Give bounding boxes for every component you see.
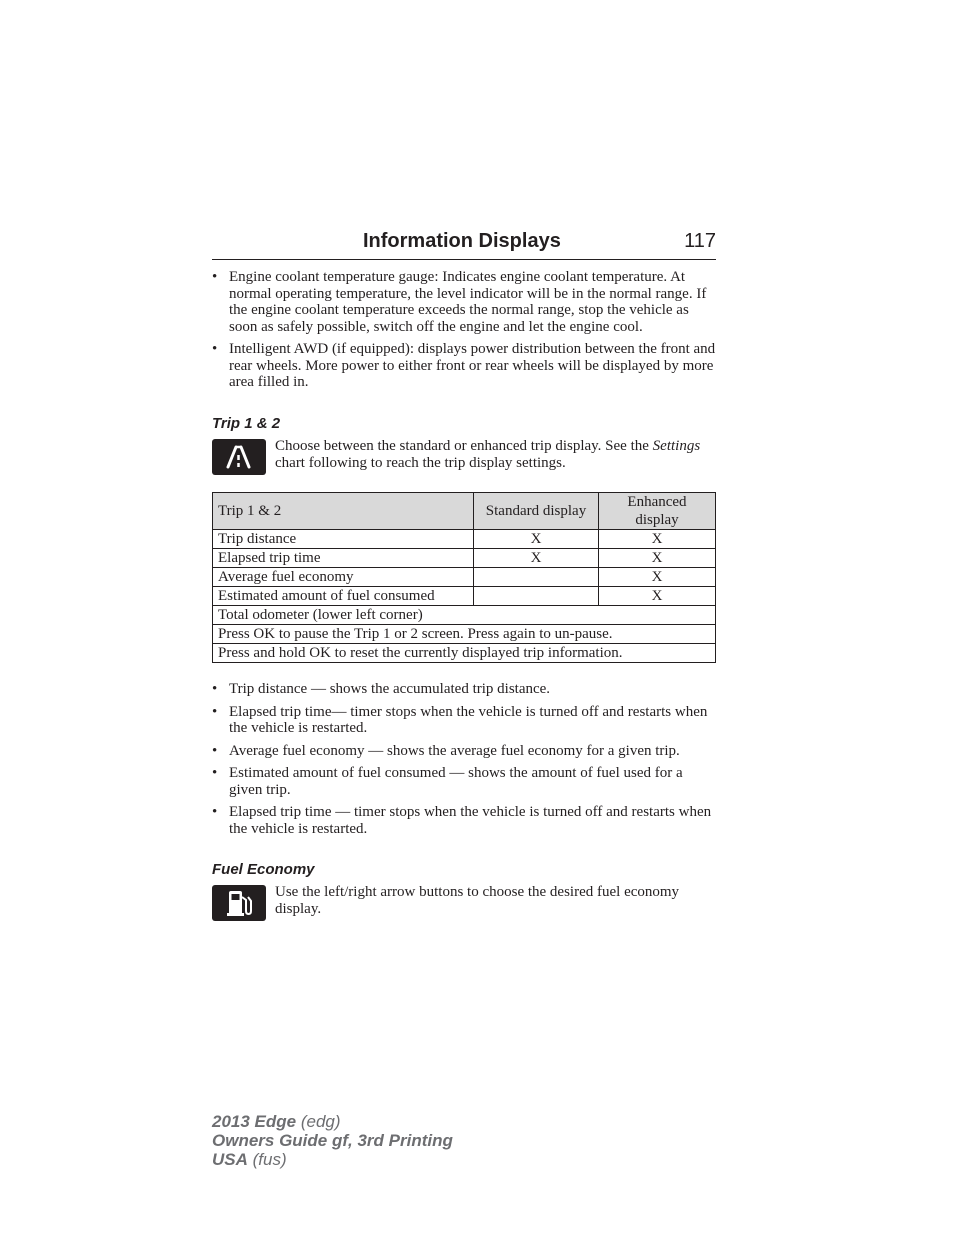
trip-table (212, 492, 716, 663)
footer-market-code: (fus) (247, 1150, 287, 1169)
trip-heading: Trip 1 & 2 (212, 415, 281, 432)
table-cell: Average fuel economy (213, 568, 474, 587)
column-header: Standard display (474, 493, 599, 530)
footer-line (212, 1112, 453, 1131)
table-cell: Trip distance (213, 530, 474, 549)
table-row (213, 644, 716, 663)
bullet-marker: • (212, 341, 218, 357)
table-cell: X (474, 549, 599, 568)
list-item (212, 681, 716, 698)
table-cell: X (599, 530, 716, 549)
bullet-marker: • (212, 269, 218, 285)
fuel-pump-icon (212, 885, 266, 921)
fuel-economy-description: Use the left/right arrow buttons to choose the desired fuel economy display. (275, 884, 680, 917)
list-item (212, 704, 716, 737)
footer-line (212, 1131, 453, 1150)
intro-bullet-list (212, 269, 716, 397)
fuel-economy-heading: Fuel Economy (212, 861, 315, 878)
table-cell: Elapsed trip time (213, 549, 474, 568)
table-row (213, 625, 716, 644)
table-cell: Press OK to pause the Trip 1 or 2 screen. Press again to un-pause. (213, 625, 716, 644)
table-cell: X (599, 568, 716, 587)
table-row (213, 606, 716, 625)
table-header-row (213, 493, 716, 530)
column-header: Enhanced display (599, 493, 716, 530)
column-header: Trip 1 & 2 (213, 493, 474, 530)
table-row (213, 587, 716, 606)
bullet-marker: • (212, 804, 218, 820)
table-row (213, 530, 716, 549)
footer-model: 2013 Edge (212, 1112, 297, 1131)
list-item (212, 743, 716, 760)
list-item (212, 765, 716, 798)
bullet-text: Elapsed trip time— timer stops when the vehicle is turned off and restarts when the vehicle is restarted. (229, 703, 708, 736)
bullet-text: Intelligent AWD (if equipped): displays power distribution between the front and rear wheels. More power to either front or rear wheels will be displayed by more area filled in. (229, 341, 716, 390)
table-cell (474, 587, 599, 606)
bullet-marker: • (212, 703, 218, 720)
table-cell: Estimated amount of fuel consumed (213, 587, 474, 606)
table-cell (474, 568, 599, 587)
trip-bullet-list (212, 681, 716, 843)
bullet-text: Engine coolant temperature gauge: Indicates engine coolant temperature. At normal operating temperature, the level indicator will be in the normal range. If the engine coolant temperature exceeds the normal range, stop the vehicle as soon as safely possible, switch off the engine and let the engine cool. (229, 269, 707, 335)
table-cell: X (599, 549, 716, 568)
table-cell: X (474, 530, 599, 549)
table-cell: X (599, 587, 716, 606)
bullet-text: Trip distance — shows the accumulated trip distance. (229, 681, 551, 697)
trip-road-icon (212, 439, 266, 475)
bullet-text: Estimated amount of fuel consumed — shows the amount of fuel used for a given trip. (229, 765, 683, 798)
trip-description (275, 438, 715, 471)
footer-model-code: (edg) (296, 1112, 341, 1131)
bullet-text: Average fuel economy — shows the average fuel economy for a given trip. (229, 742, 680, 759)
table-cell: Total odometer (lower left corner) (213, 606, 716, 625)
page-header (212, 228, 716, 260)
bullet-marker: • (212, 681, 218, 697)
settings-reference: Settings (652, 438, 701, 454)
trip-description-text: chart following to reach the trip display settings. (275, 454, 566, 471)
footer-guide: Owners Guide gf, 3rd Printing (212, 1131, 453, 1150)
bullet-marker: • (212, 742, 218, 759)
bullet-text: Elapsed trip time — timer stops when the vehicle is turned off and restarts when the vehicle is restarted. (229, 804, 712, 837)
page-number: 117 (684, 230, 716, 252)
list-item (212, 341, 716, 391)
table-row (213, 549, 716, 568)
footer-line (212, 1150, 453, 1169)
trip-description-text: Choose between the standard or enhanced trip display. See the (275, 438, 653, 454)
list-item (212, 269, 716, 335)
list-item (212, 804, 716, 837)
page-title: Information Displays (363, 230, 561, 252)
page-footer (212, 1112, 453, 1169)
bullet-marker: • (212, 765, 218, 781)
table-row (213, 568, 716, 587)
footer-market: USA (212, 1150, 248, 1169)
table-cell: Press and hold OK to reset the currently displayed trip information. (213, 644, 716, 663)
